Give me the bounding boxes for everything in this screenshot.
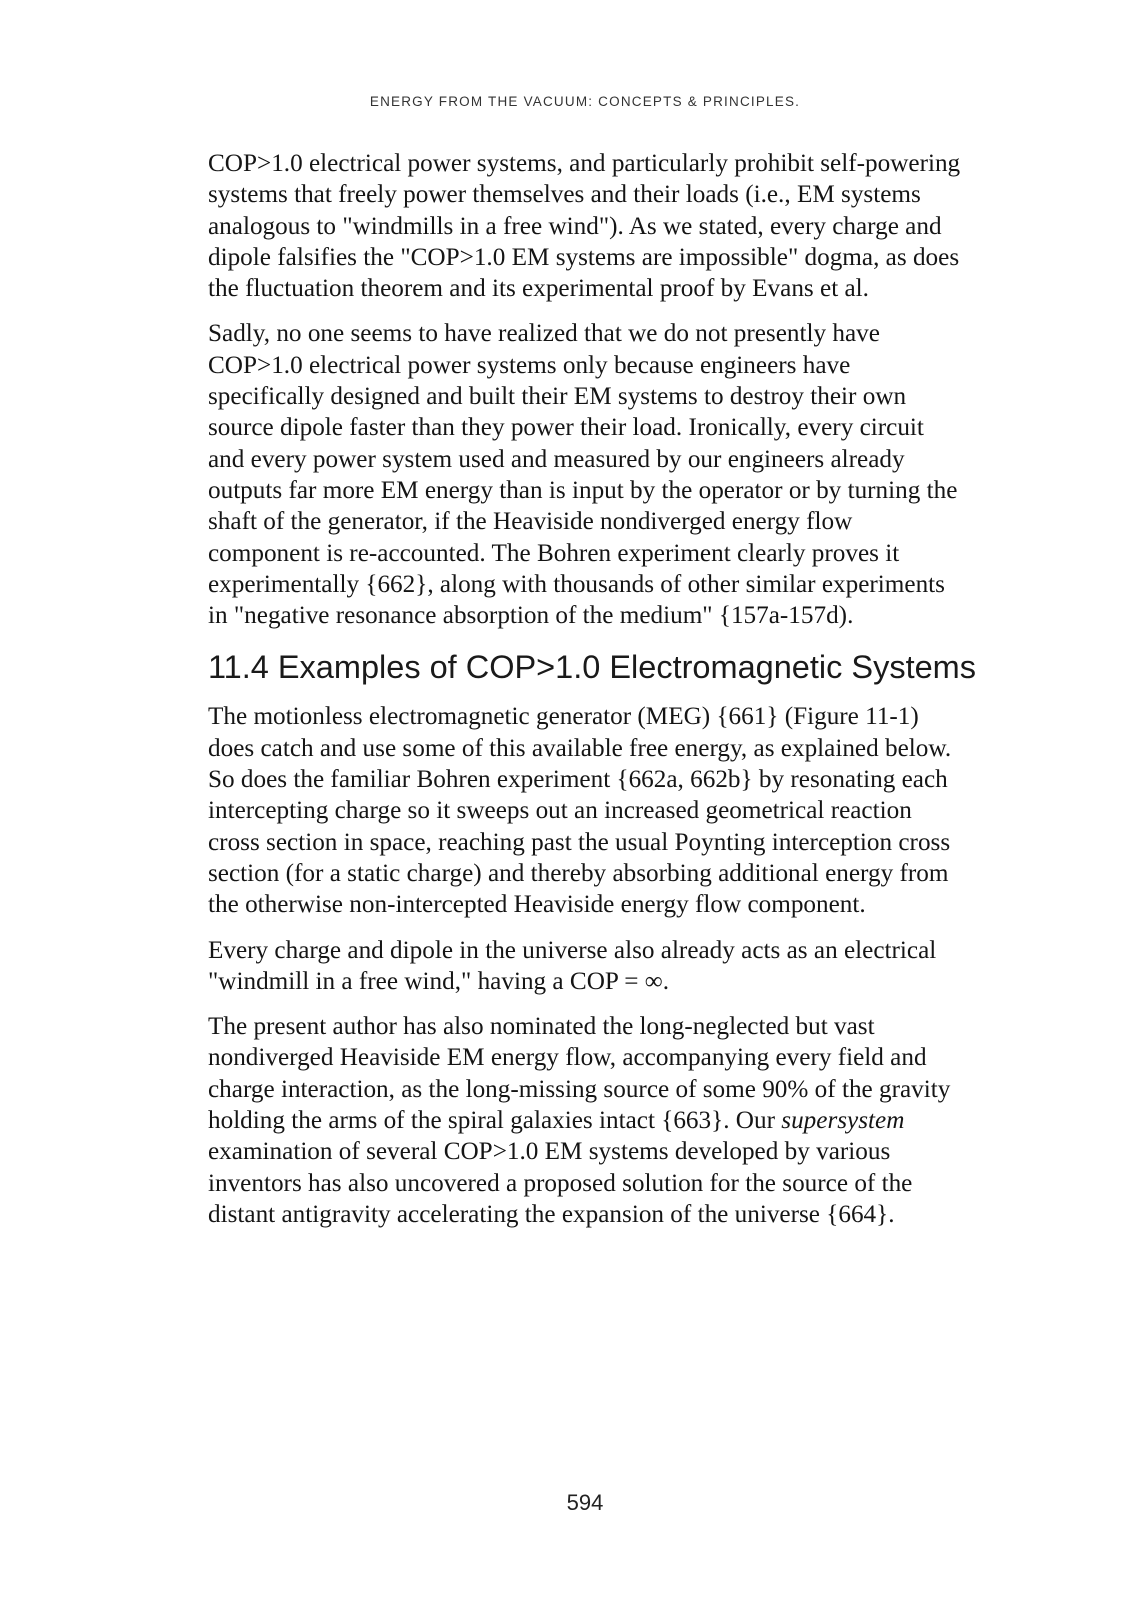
text-line: COP>1.0 electrical power systems, and particularly prohibit self-powering	[208, 150, 961, 177]
text-line: charge interaction, as the long-missing source of some 90% of the gravity	[208, 1075, 951, 1103]
paragraph-2	[208, 318, 1066, 631]
text-line: experimentally {662}, along with thousands of other similar experiments	[208, 570, 945, 598]
text-line: analogous to "windmills in a free wind"). As we stated, every charge and	[208, 212, 942, 240]
text-line: inventors has also uncovered a proposed solution for the source of the	[208, 1169, 913, 1197]
text-line: systems that freely power themselves and their loads (i.e., EM systems	[208, 181, 921, 209]
text-line: examination of several COP>1.0 EM systems developed by various	[208, 1138, 891, 1166]
text-line: cross section in space, reaching past the usual Poynting interception cross	[208, 828, 951, 856]
text-line: section (for a static charge) and thereby absorbing additional energy from	[208, 859, 949, 887]
paragraph-3	[208, 701, 1066, 920]
text-line: component is re-accounted. The Bohren experiment clearly proves it	[208, 539, 900, 567]
text-line: outputs far more EM energy than is input by the operator or by turning the	[208, 476, 958, 504]
text-line: shaft of the generator, if the Heaviside nondiverged energy flow	[208, 508, 853, 536]
text-segment: holding the arms of the spiral galaxies intact {663}. Our	[208, 1107, 782, 1135]
text-line: So does the familiar Bohren experiment {662a, 662b} by resonating each	[208, 766, 948, 794]
text-line: the otherwise non-intercepted Heaviside energy flow component.	[208, 891, 866, 919]
text-line: Sadly, no one seems to have realized that we do not presently have	[208, 320, 880, 348]
text-line: intercepting charge so it sweeps out an increased geometrical reaction	[208, 797, 912, 825]
text-line: nondiverged Heaviside EM energy flow, accompanying every field and	[208, 1044, 927, 1072]
running-header: ENERGY FROM THE VACUUM: CONCEPTS & PRINCIPLES.	[369, 94, 801, 109]
text-line: in "negative resonance absorption of the medium" {157a-157d).	[208, 602, 854, 630]
text-line: and every power system used and measured by our engineers already	[208, 445, 905, 473]
text-line: distant antigravity accelerating the expansion of the universe {664}.	[208, 1200, 895, 1228]
text-line: Every charge and dipole in the universe also already acts as an electrical	[208, 936, 937, 964]
paragraph-5	[208, 1011, 1066, 1230]
text-line: does catch and use some of this available free energy, as explained below.	[208, 734, 952, 762]
text-line: the fluctuation theorem and its experimental proof by Evans et al.	[208, 275, 869, 303]
paragraph-4	[208, 935, 1066, 998]
text-line: "windmill in a free wind," having a COP = ∞.	[208, 967, 670, 995]
page-body	[208, 148, 1066, 1230]
text-line: The motionless electromagnetic generator (MEG) {661} (Figure 11-1)	[208, 703, 919, 731]
paragraph-1	[208, 148, 1066, 304]
text-line: source dipole faster than they power their load. Ironically, every circuit	[208, 414, 924, 442]
text-line: The present author has also nominated the long-neglected but vast	[208, 1013, 875, 1041]
italic-term: supersystem	[781, 1107, 905, 1135]
text-line: dipole falsifies the "COP>1.0 EM systems are impossible" dogma, as does	[208, 243, 960, 271]
section-heading: 11.4 Examples of COP>1.0 Electromagnetic Systems	[208, 649, 977, 686]
text-line	[208, 1105, 1066, 1136]
page-number: 594	[566, 1490, 604, 1515]
text-line: COP>1.0 electrical power systems only because engineers have	[208, 351, 851, 379]
text-line: specifically designed and built their EM systems to destroy their own	[208, 383, 907, 411]
